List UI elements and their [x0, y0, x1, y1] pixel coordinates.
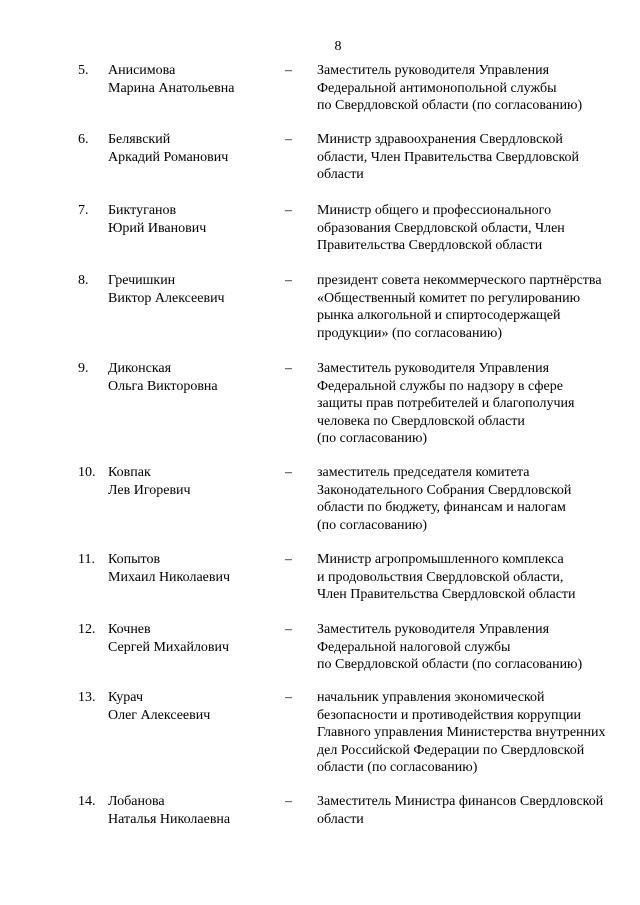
- role-description: [317, 621, 637, 674]
- dash-separator: –: [285, 361, 292, 376]
- role-line: Министр здравоохранения Свердловской: [317, 132, 563, 147]
- role-line: Член Правительства Свердловской области: [317, 587, 576, 602]
- role-line: «Общественный комитет по регулированию: [317, 290, 581, 306]
- role-line: области: [317, 811, 364, 827]
- role-description: [317, 62, 637, 115]
- item-number: 9.: [78, 361, 89, 376]
- person-name: [108, 551, 278, 586]
- item-number: 14.: [78, 794, 96, 809]
- given-names: Лев Игоревич: [108, 482, 191, 498]
- role-description: [317, 464, 637, 534]
- role-line: (по согласованию): [317, 517, 428, 533]
- role-line: (по согласованию): [317, 431, 428, 446]
- given-names: Олег Алексеевич: [108, 707, 211, 723]
- role-description: [317, 793, 637, 828]
- item-number: 10.: [78, 465, 96, 480]
- surname: Анисимова: [108, 63, 176, 78]
- item-number: 11.: [78, 552, 95, 567]
- role-line: Федеральной налоговой службы: [317, 639, 511, 655]
- role-line: Министр общего и профессионального: [317, 203, 552, 218]
- given-names: Сергей Михайлович: [108, 639, 230, 655]
- role-line: Законодательного Собрания Свердловской: [317, 482, 572, 498]
- dash-separator: –: [285, 273, 292, 288]
- dash-separator: –: [285, 794, 292, 809]
- surname: Белявский: [108, 132, 171, 147]
- role-line: Федеральной антимонопольной службы: [317, 80, 557, 96]
- role-line: области: [317, 167, 364, 182]
- surname: Биктуганов: [108, 203, 177, 218]
- role-description: [317, 202, 637, 255]
- role-description: [317, 360, 637, 448]
- dash-separator: –: [285, 552, 292, 567]
- surname: Гречишкин: [108, 273, 176, 288]
- role-line: человека по Свердловской области: [317, 413, 525, 429]
- role-line: безопасности и противодействия коррупции: [317, 707, 581, 723]
- person-name: [108, 62, 278, 97]
- person-name: [108, 272, 278, 307]
- role-line: Главного управления Министерства внутренних: [317, 725, 606, 740]
- person-name: [108, 689, 278, 724]
- role-line: Заместитель Министра финансов Свердловской: [317, 794, 604, 809]
- dash-separator: –: [285, 622, 292, 637]
- role-line: Федеральной службы по надзору в сфере: [317, 378, 563, 394]
- role-line: Правительства Свердловской области: [317, 238, 543, 253]
- given-names: Марина Анатольевна: [108, 80, 235, 96]
- given-names: Виктор Алексеевич: [108, 290, 225, 306]
- dash-separator: –: [285, 203, 292, 218]
- person-name: [108, 793, 278, 828]
- surname: Лобанова: [108, 794, 165, 809]
- role-line: заместитель председателя комитета: [317, 465, 530, 480]
- dash-separator: –: [285, 132, 292, 147]
- item-number: 6.: [78, 132, 89, 147]
- person-name: [108, 360, 278, 395]
- role-line: по Свердловской области (по согласованию): [317, 657, 583, 672]
- given-names: Аркадий Романович: [108, 149, 229, 165]
- role-line: рынка алкогольной и спиртосодержащей: [317, 308, 561, 323]
- dash-separator: –: [285, 465, 292, 480]
- page-number: 8: [334, 39, 342, 54]
- role-line: Заместитель руководителя Управления: [317, 63, 550, 78]
- role-line: Заместитель руководителя Управления: [317, 361, 550, 376]
- item-number: 12.: [78, 622, 96, 637]
- role-line: образования Свердловской области, Член: [317, 220, 565, 236]
- role-line: начальник управления экономической: [317, 690, 545, 705]
- role-line: Заместитель руководителя Управления: [317, 622, 550, 637]
- role-line: по Свердловской области (по согласованию): [317, 98, 583, 113]
- item-number: 5.: [78, 63, 89, 78]
- surname: Кочнев: [108, 622, 151, 637]
- role-line: области по бюджету, финансам и налогам: [317, 500, 566, 515]
- role-line: дел Российской Федерации по Свердловской: [317, 742, 585, 758]
- role-description: [317, 689, 637, 777]
- given-names: Юрий Иванович: [108, 220, 207, 236]
- surname: Ковпак: [108, 465, 151, 480]
- role-line: области, Член Правительства Свердловской: [317, 149, 580, 165]
- item-number: 8.: [78, 273, 89, 288]
- person-name: [108, 202, 278, 237]
- role-line: области (по согласованию): [317, 760, 478, 775]
- item-number: 7.: [78, 203, 89, 218]
- dash-separator: –: [285, 63, 292, 78]
- role-description: [317, 551, 637, 604]
- surname: Диконская: [108, 361, 172, 376]
- role-description: [317, 131, 637, 184]
- person-name: [108, 464, 278, 499]
- item-number: 13.: [78, 690, 96, 705]
- role-description: [317, 272, 637, 342]
- role-line: и продовольствия Свердловской области,: [317, 569, 564, 585]
- given-names: Михаил Николаевич: [108, 569, 231, 585]
- given-names: Ольга Викторовна: [108, 378, 218, 394]
- given-names: Наталья Николаевна: [108, 811, 231, 827]
- surname: Копытов: [108, 552, 161, 567]
- role-line: защиты прав потребителей и благополучия: [317, 396, 575, 411]
- role-line: продукции» (по согласованию): [317, 325, 503, 341]
- surname: Курач: [108, 690, 143, 705]
- person-name: [108, 621, 278, 656]
- dash-separator: –: [285, 690, 292, 705]
- role-line: Министр агропромышленного комплекса: [317, 552, 564, 567]
- person-name: [108, 131, 278, 166]
- role-line: президент совета некоммерческого партнёрства: [317, 273, 602, 288]
